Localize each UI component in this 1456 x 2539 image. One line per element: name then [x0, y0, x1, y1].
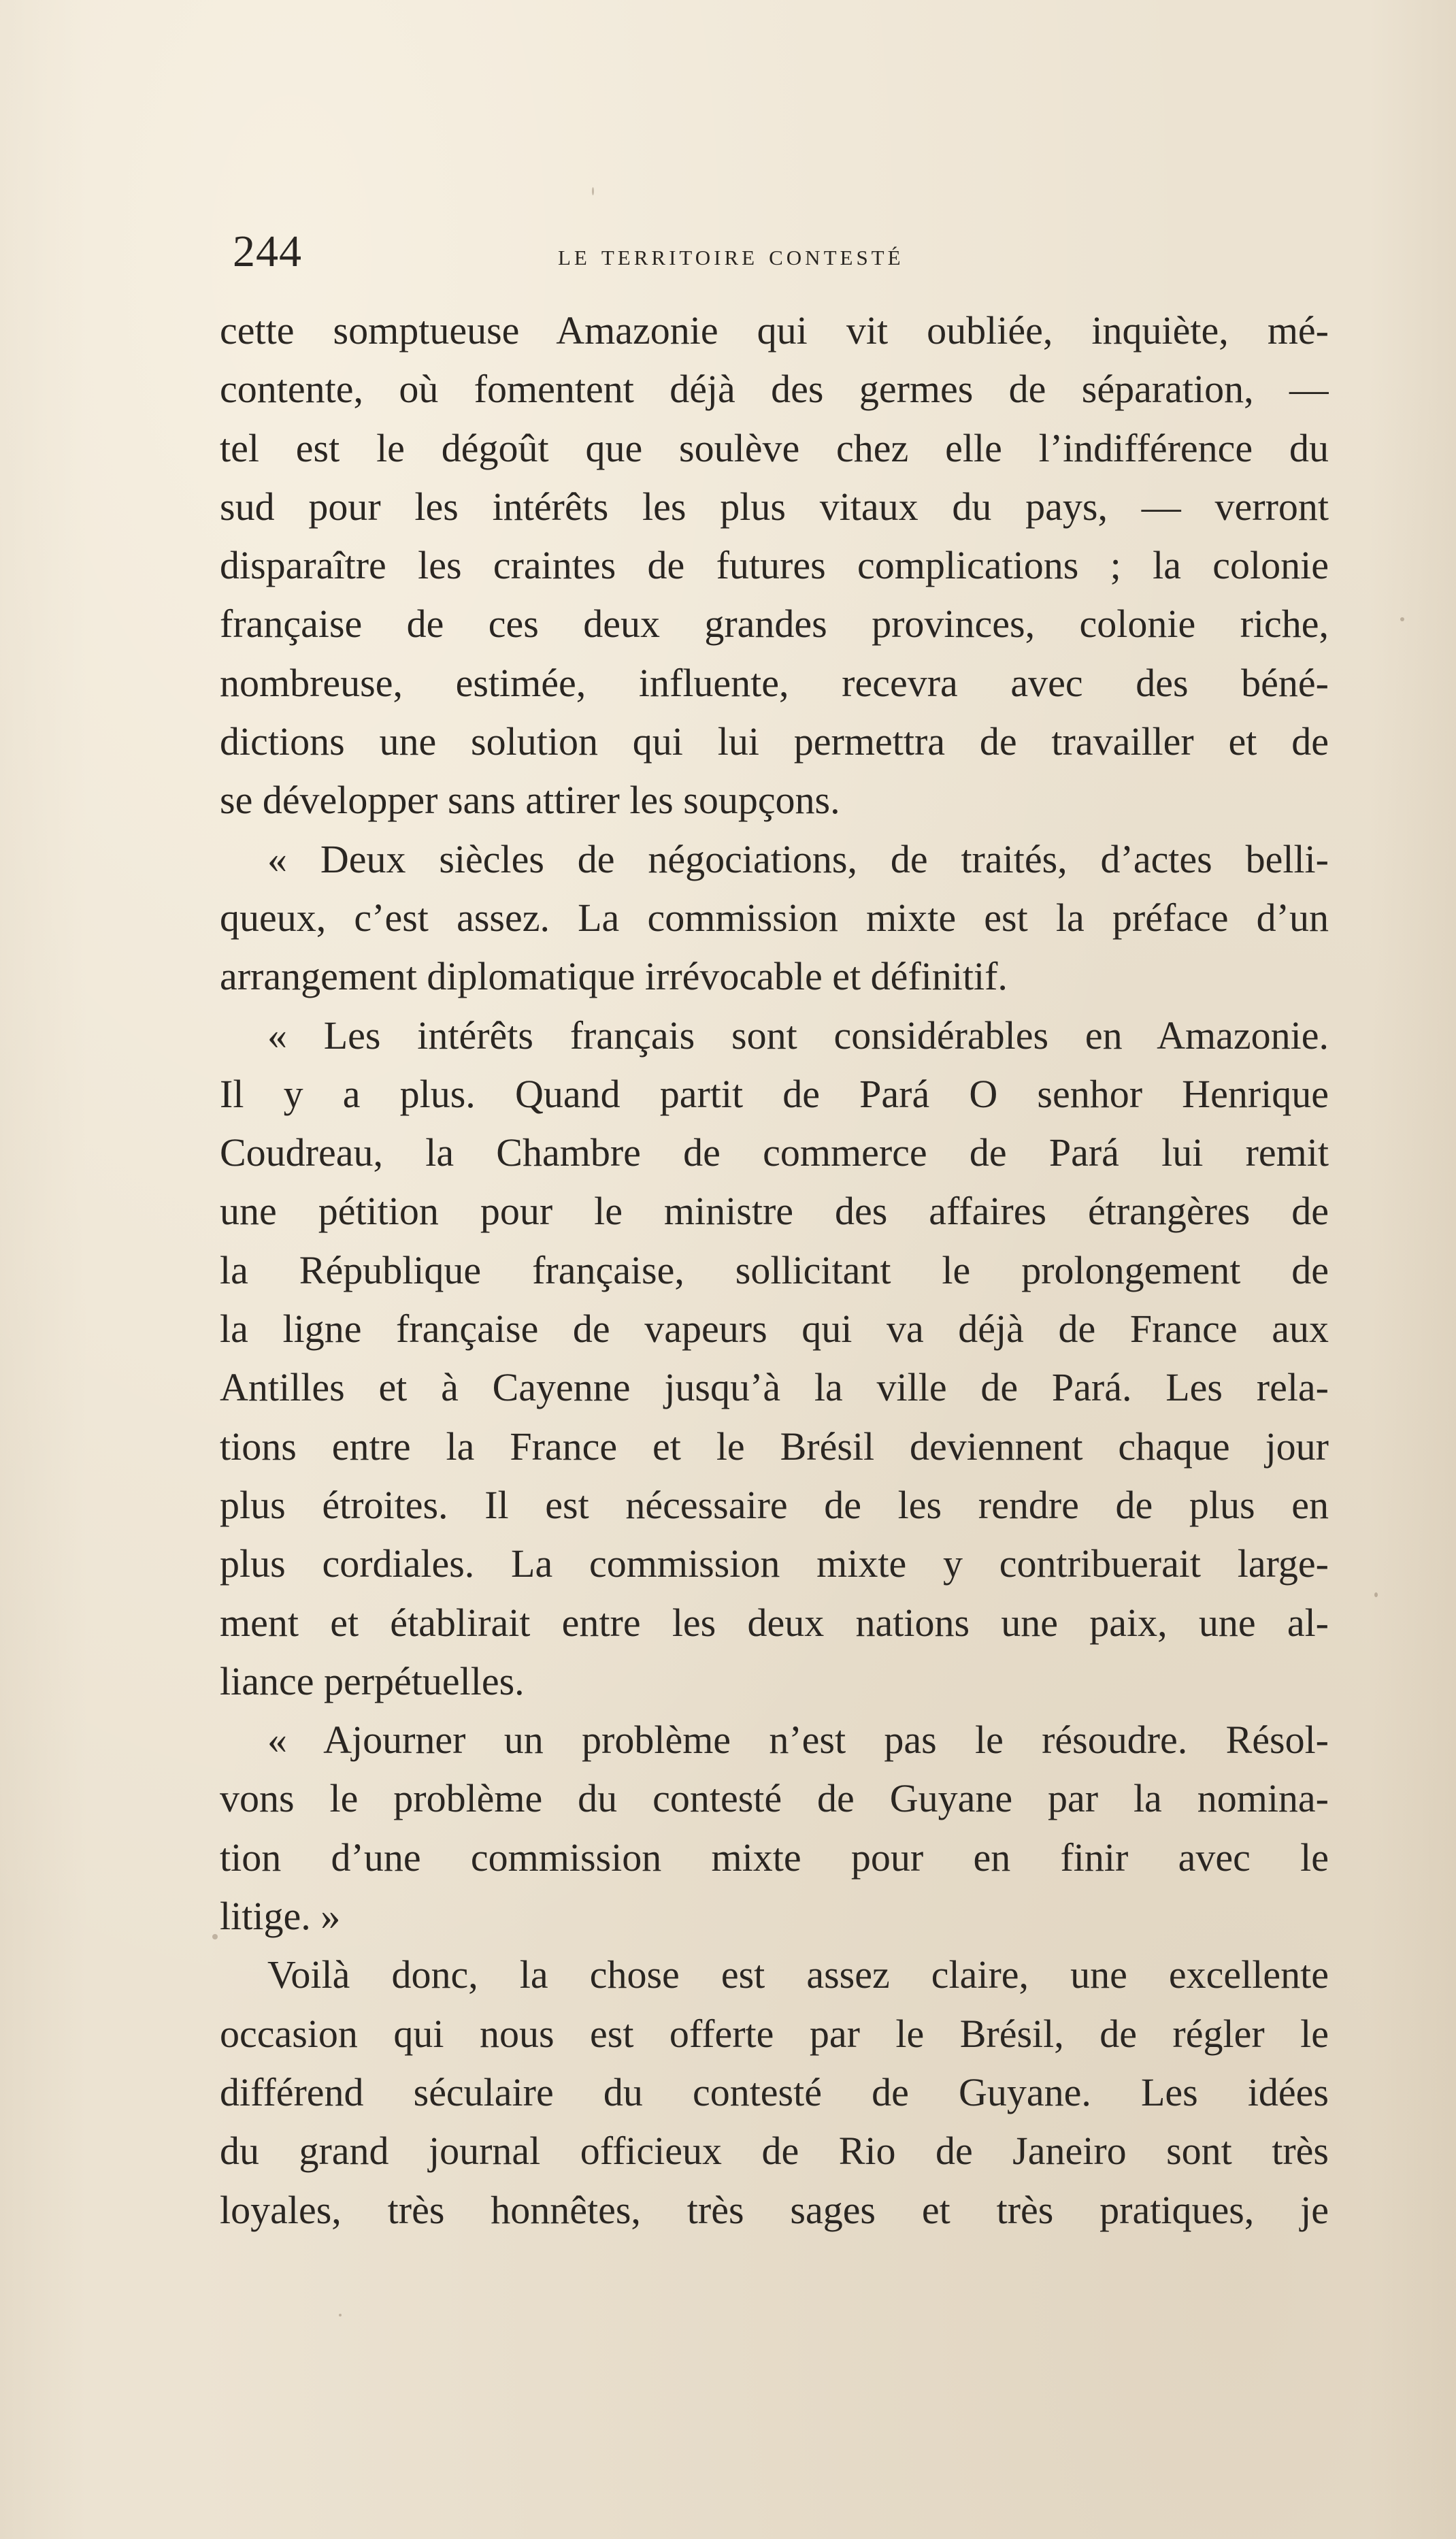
text-line: différend séculaire du contesté de Guyane. Les idées — [220, 2069, 1329, 2114]
text-line: la République française, sollicitant le prolongement de — [220, 1247, 1329, 1292]
body-text — [220, 301, 1329, 2240]
text-line: dictions une solution qui lui permettra de travailler et de — [220, 719, 1329, 764]
text-line: sud pour les intérêts les plus vitaux du pays, — verront — [220, 484, 1329, 529]
paper-speck — [339, 2314, 342, 2316]
text-line: tions entre la France et le Brésil deviennent chaque jour — [220, 1424, 1329, 1469]
text-line: contente, où fomentent déjà des germes de séparation, — — [220, 367, 1329, 412]
text-line: du grand journal officieux de Rio de Janeiro sont très — [220, 2129, 1329, 2174]
text-line: Il y a plus. Quand partit de Pará O senhor Henrique — [220, 1071, 1329, 1116]
paper-speck — [1374, 1592, 1378, 1597]
text-line: tel est le dégoût que soulève chez elle l’indifférence du — [220, 425, 1329, 470]
text-line: « Deux siècles de négociations, de traités, d’actes belli- — [267, 836, 1329, 881]
text-line: « Les intérêts français sont considérables en Amazonie. — [267, 1013, 1329, 1058]
text-line: nombreuse, estimée, influente, recevra avec des béné- — [220, 660, 1329, 705]
text-line: Coudreau, la Chambre de commerce de Pará lui remit — [220, 1130, 1329, 1175]
paper-speck — [1400, 617, 1404, 621]
text-line: disparaître les craintes de futures complications ; la colonie — [220, 543, 1329, 588]
text-line: liance perpétuelles. — [220, 1658, 525, 1703]
text-line: la ligne française de vapeurs qui va déjà de France aux — [220, 1307, 1329, 1352]
text-line: française de ces deux grandes provinces, colonie riche, — [220, 602, 1329, 646]
text-line: Voilà donc, la chose est assez claire, une excellente — [267, 1952, 1329, 1997]
paper-speck — [592, 187, 594, 195]
text-line: plus cordiales. La commission mixte y contribuerait large- — [220, 1541, 1329, 1586]
text-line: tion d’une commission mixte pour en finir avec le — [220, 1835, 1329, 1880]
text-line: occasion qui nous est offerte par le Brésil, de régler le — [220, 2011, 1329, 2056]
paper-speck — [212, 1934, 218, 1939]
page-number: 244 — [233, 227, 302, 276]
text-line: loyales, très honnêtes, très sages et très pratiques, je — [220, 2187, 1329, 2232]
running-head — [218, 225, 1334, 279]
text-line: ment et établirait entre les deux nations une paix, une al- — [220, 1600, 1329, 1645]
text-line: « Ajourner un problème n’est pas le résoudre. Résol- — [267, 1718, 1329, 1763]
text-line: queux, c’est assez. La commission mixte est la préface d’un — [220, 895, 1329, 940]
running-title: le territoire contesté — [558, 238, 904, 272]
text-line: Antilles et à Cayenne jusqu’à la ville de Pará. Les rela- — [220, 1365, 1329, 1410]
text-line: vons le problème du contesté de Guyane par la nomina- — [220, 1776, 1329, 1821]
text-line: litige. » — [220, 1894, 341, 1939]
text-line: une pétition pour le ministre des affaires étrangères de — [220, 1189, 1329, 1234]
text-line: arrangement diplomatique irrévocable et définitif. — [220, 954, 1008, 999]
text-line: se développer sans attirer les soupçons. — [220, 778, 840, 823]
text-line: plus étroites. Il est nécessaire de les rendre de plus en — [220, 1482, 1329, 1527]
text-line: cette somptueuse Amazonie qui vit oubliée, inquiète, mé- — [220, 308, 1329, 353]
